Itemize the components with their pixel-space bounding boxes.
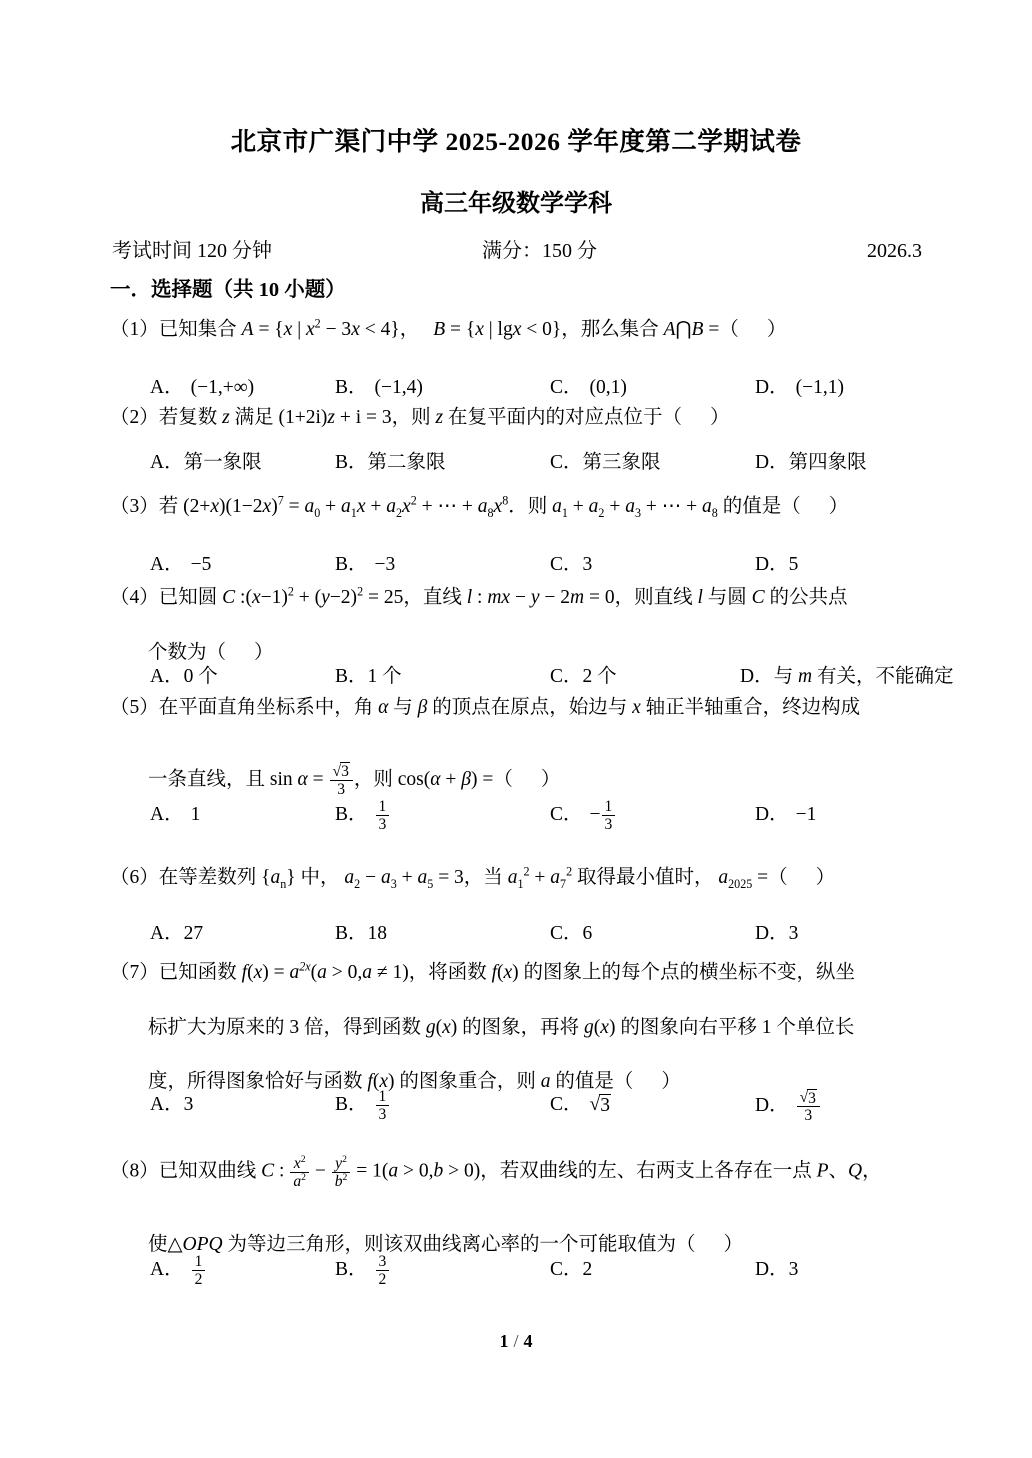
option-c[interactable]: C．第三象限 [550,452,661,473]
question-1 [110,316,787,340]
question-3 [110,493,849,520]
question-3-stem: （3）若 $(2+x)(1-2x)^7 = a_0 + a_1x + a_2x^2$ + ⋯ + $a_8x^8$．则 $a_1 + a_2 + a_3$ + ⋯ + $a_8$ 的值是（ ） [110,493,849,520]
option-a[interactable]: A． 1 [150,804,201,825]
page-footer [0,1331,1032,1352]
option-d[interactable]: D． −1 [755,804,817,825]
option-a[interactable]: A．3 [150,1094,194,1115]
exam-meta-row [112,234,922,263]
option-a[interactable]: A．第一象限 [150,452,262,473]
question-2 [110,408,730,428]
question-4-stem-line2: 个数为（ ） [148,641,274,663]
option-a[interactable]: A． (−1,+∞) [150,377,255,398]
section-heading: 一．选择题（共 10 小题） [110,279,346,301]
option-a[interactable]: A． −5 [150,554,212,575]
option-c[interactable]: C．3 [550,554,593,575]
question-5 [110,698,860,798]
option-d[interactable]: D． $\frac{√3}{3}$ [755,1088,821,1125]
option-c[interactable]: C．2 [550,1259,593,1280]
option-d[interactable]: D．第四象限 [755,452,867,473]
option-b[interactable]: B．18 [335,923,388,944]
question-1-stem: （1）已知集合 A = {x | $x^2 - 3x < 4$}， B = {x | lgx < 0}，那么集合 A⋂B =（ ） [110,316,787,340]
question-5-stem-line2: 一条直线，且 sin α = $\frac{√3}{3}$ ，则 cos(α + β) =（ ） [148,762,561,798]
question-7-stem-line3: 度，所得图象恰好与函数 f(x) 的图象重合，则 a 的值是（ ） [148,1071,681,1092]
option-c[interactable]: C． (0,1) [550,377,627,398]
option-b[interactable]: B． (−1,4) [335,377,423,398]
exam-full-marks: 满分：150 分 [482,240,597,262]
question-6-stem: （6）在等差数列 $\{a_n\}$ 中， $a_2 - a_3 + a_5 = 3$，当 $a_1^2 + a_7^2$ 取得最小值时， $a_{2025}$ =（ ） [110,864,836,891]
question-4-stem-line1: （4）已知圆 C $:(x-1)^2 + (y-2)^2 = 25$，直线 l : mx − y − 2m = 0，则直线 l 与圆 C 的公共点 [110,584,848,608]
option-a[interactable]: A． $\frac{1}{2}$ [150,1253,206,1289]
option-d[interactable]: D．5 [755,554,799,575]
option-b[interactable]: B． $\frac{1}{3}$ [335,1088,390,1124]
option-a[interactable]: A．0 个 [150,666,218,687]
option-b[interactable]: B．第二象限 [335,452,446,473]
page-title-line1: 北京市广渠门中学 2025-2026 学年度第二学期试卷 [230,127,802,156]
option-d[interactable]: D．与 m 有关，不能确定 [740,666,954,687]
option-d[interactable]: D．3 [755,1259,799,1280]
question-7-stem-line1: （7）已知函数 $f(x) = a^{2x}(a > 0,a \ne 1)$，将函数 f(x) 的图象上的每个点的横坐标不变，纵坐 [110,959,856,983]
option-c[interactable]: C．2 个 [550,666,617,687]
option-b[interactable]: B． −3 [335,554,396,575]
option-c[interactable]: C． √3 [550,1094,610,1116]
exam-date: 2026.3 [867,240,922,262]
question-8-stem-line1: （8）已知双曲线 C : $\frac{x^2}{a^2}$ − $\frac{y^2}{b^2}$ = 1(a > 0,b > 0)，若双曲线的左、右两支上各存在一点 P、Q， [110,1153,882,1191]
question-8 [110,1155,882,1254]
option-b[interactable]: B．1 个 [335,666,402,687]
page-number-total: 4 [523,1331,533,1351]
option-a[interactable]: A．27 [150,923,204,944]
question-2-stem: （2）若复数 z 满足 (1+2i)z + i = 3，则 z 在复平面内的对应点位于（ ） [110,407,730,428]
page-title-line2: 高三年级数学学科 [420,191,612,217]
option-c[interactable]: C．6 [550,923,593,944]
page-number-current: 1 [499,1331,509,1351]
option-d[interactable]: D．3 [755,923,799,944]
question-6 [110,864,836,891]
page-number-separator: / [513,1331,519,1351]
option-d[interactable]: D． (−1,1) [755,377,844,398]
question-8-stem-line2: 使△OPQ 为等边三角形，则该双曲线离心率的一个可能取值为（ ） [148,1233,743,1255]
question-5-stem-line1: （5）在平面直角坐标系中，角 α 与 β 的顶点在原点，始边与 x 轴正半轴重合，终边构成 [110,697,861,718]
option-b[interactable]: B． $\frac{1}{3}$ [335,798,390,834]
option-b[interactable]: B． $\frac{3}{2}$ [335,1253,390,1289]
option-c[interactable]: C． − $\frac{1}{3}$ [550,798,616,834]
question-7-stem-line2: 标扩大为原来的 3 倍，得到函数 g(x) 的图象，再将 g(x) 的图象向右平移 1 个单位长 [148,1016,855,1038]
question-4 [110,584,848,663]
question-7 [110,959,856,1092]
exam-duration: 考试时间 120 分钟 [112,240,272,262]
